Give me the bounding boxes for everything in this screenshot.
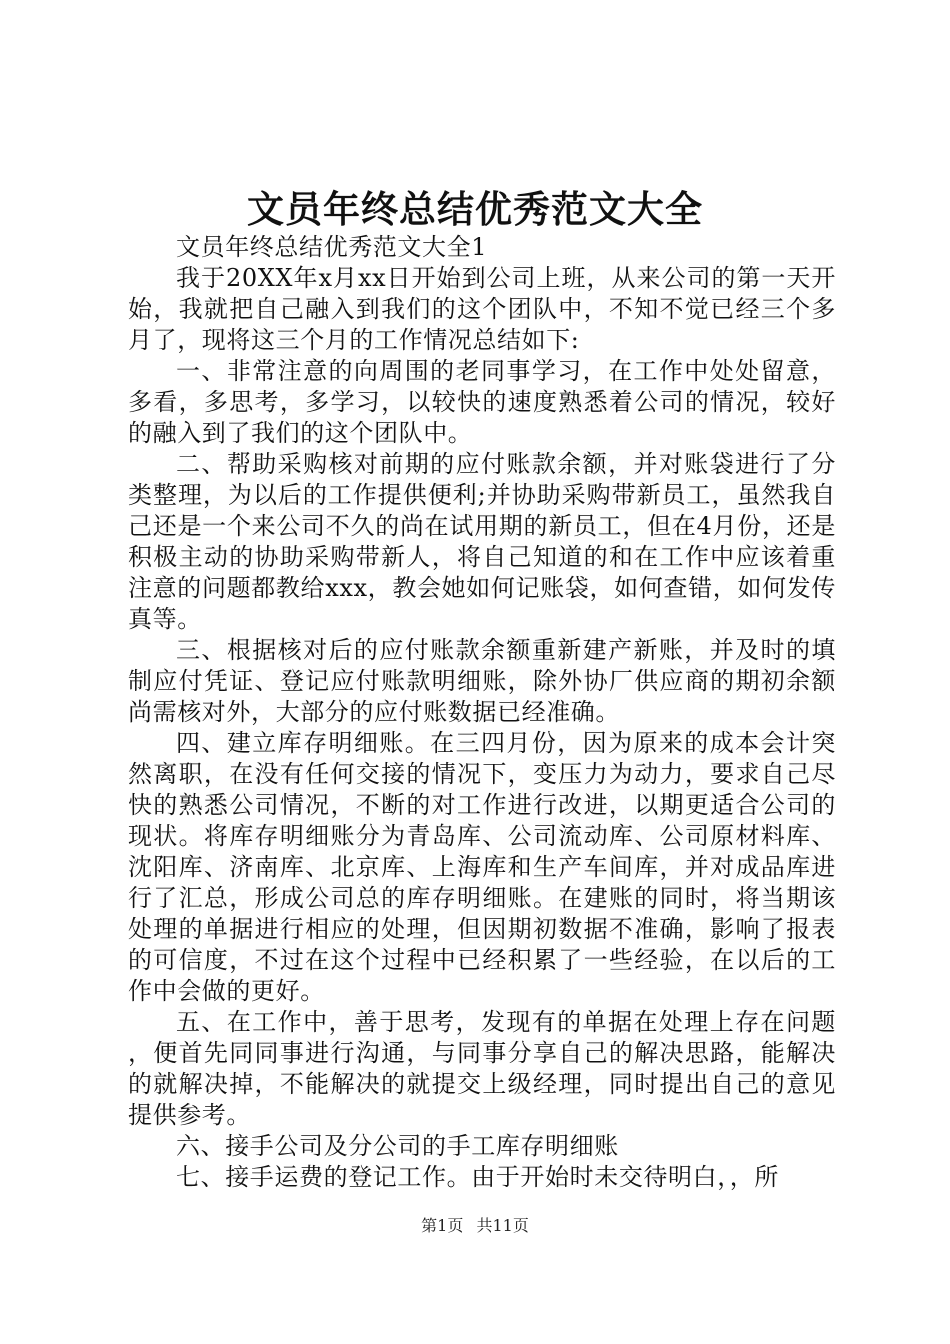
paragraph: 我于20XX年x月xx日开始到公司上班，从来公司的第一天开始，我就把自己融入到我们的这个团队中，不知不觉已经三个多月了，现将这三个月的工作情况总结如下:	[128, 264, 836, 354]
page-total: 共11页	[476, 1216, 529, 1235]
paragraph: 一、非常注意的向周围的老同事学习，在工作中处处留意，多看，多思考，多学习，以较快的速度熟悉着公司的情况，较好的融入到了我们的这个团队中。	[128, 357, 836, 447]
paragraph: 五、在工作中，善于思考，发现有的单据在处理上存在问题，便首先同同事进行沟通，与同事分享自己的解决思路，能解决的就解决掉，不能解决的就提交上级经理，同时提出自己的意见提供参考。	[128, 1008, 836, 1129]
paragraph: 三、根据核对后的应付账款余额重新建产新账，并及时的填制应付凭证、登记应付账款明细账，除外协厂供应商的期初余额尚需核对外，大部分的应付账数据已经准确。	[128, 636, 836, 726]
page-footer	[0, 1216, 950, 1236]
paragraph: 四、建立库存明细账。在三四月份，因为原来的成本会计突然离职，在没有任何交接的情况下，变压力为动力，要求自己尽快的熟悉公司情况，不断的对工作进行改进，以期更适合公司的现状。将库存明细账分为青岛库、公司流动库、公司原材料库、沈阳库、济南库、北京库、上海库和生产车间库，并对成品库进行了汇总，形成公司总的库存明细账。在建账的同时，将当期该处理的单据进行相应的处理，但因期初数据不准确，影响了报表的可信度，不过在这个过程中已经积累了一些经验，在以后的工作中会做的更好。	[128, 729, 836, 1005]
paragraph: 六、接手公司及分公司的手工库存明细账	[176, 1132, 619, 1160]
paragraph: 七、接手运费的登记工作。由于开始时未交待明白，，所	[176, 1163, 779, 1191]
page-number: 第1页	[421, 1216, 464, 1235]
paragraph: 二、帮助采购核对前期的应付账款余额，并对账袋进行了分类整理，为以后的工作提供便利;并协助采购带新员工，虽然我自己还是一个来公司不久的尚在试用期的新员工，但在4月份，还是积极主动的协助采购带新人，将自己知道的和在工作中应该着重注意的问题都教给xxx，教会她如何记账袋，如何查错，如何发传真等。	[128, 450, 836, 633]
document-title: 文员年终总结优秀范文大全	[247, 187, 703, 231]
document-body	[128, 232, 836, 1193]
paragraph-heading: 文员年终总结优秀范文大全1	[176, 233, 488, 261]
